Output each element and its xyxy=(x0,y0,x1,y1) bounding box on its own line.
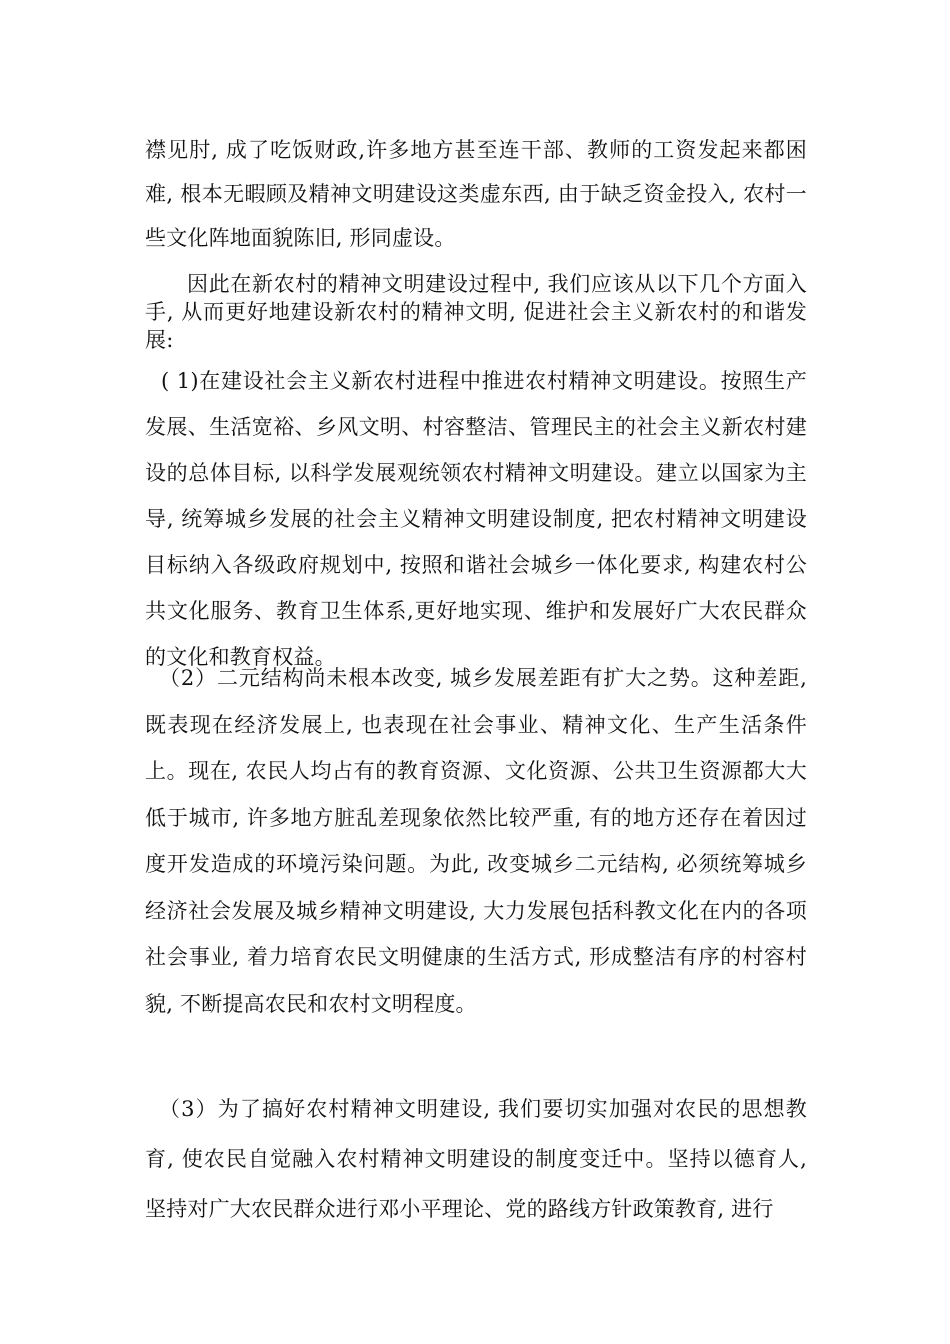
paragraph-intro: 因此在新农村的精神文明建设过程中, 我们应该从以下几个方面入手, 从而更好地建设新农村的精神文明, 促进社会主义新农村的和谐发展: xyxy=(145,272,807,352)
paragraph-point-3: （3）为了搞好农村精神文明建设, 我们要切实加强对农民的思想教育, 使农民自觉融入农村精神文明建设的制度变迁中。坚持以德育人, 坚持对广大农民群众进行邓小平理论、党的路线方针政策教育, 进行 xyxy=(145,1097,807,1221)
paragraph-point-1: ( 1)在建设社会主义新农村进程中推进农村精神文明建设。按照生产发展、生活宽裕、乡风文明、村容整洁、管理民主的社会主义新农村建设的总体目标, 以科学发展观统领农村精神文明建设。建立以国家为主导, 统筹城乡发展的社会主义精神文明建设制度, 把农村精神文明建设目标纳入各级政府规划中, 按照和谐社会城乡一体化要求, 构建农村公共文化服务、教育卫生体系,更好地实现、维护和发展好广大农民群众的文化和教育权益。 xyxy=(145,369,807,669)
paragraph-point-2: （2）二元结构尚未根本改变, 城乡发展差距有扩大之势。这种差距, 既表现在经济发展上, 也表现在社会事业、精神文化、生产生活条件上。现在, 农民人均占有的教育资源、文化资源、公共卫生资源都大大低于城市, 许多地方脏乱差现象依然比较严重, 有的地方还存在着因过度开发造成的环境污染问题。为此, 改变城乡二元结构, 必须统筹城乡经济社会发展及城乡精神文明建设, 大力发展包括科教文化在内的各项社会事业, 着力培育农民文明健康的生活方式, 形成整洁有序的村容村貌, 不断提高农民和农村文明程度。 xyxy=(145,666,807,1016)
paragraph-continuation: 襟见肘, 成了吃饭财政,许多地方甚至连干部、教师的工资发起来都困难, 根本无暇顾及精神文明建设这类虚东西, 由于缺乏资金投入, 农村一些文化阵地面貌陈旧, 形同虚设。 xyxy=(145,138,807,250)
